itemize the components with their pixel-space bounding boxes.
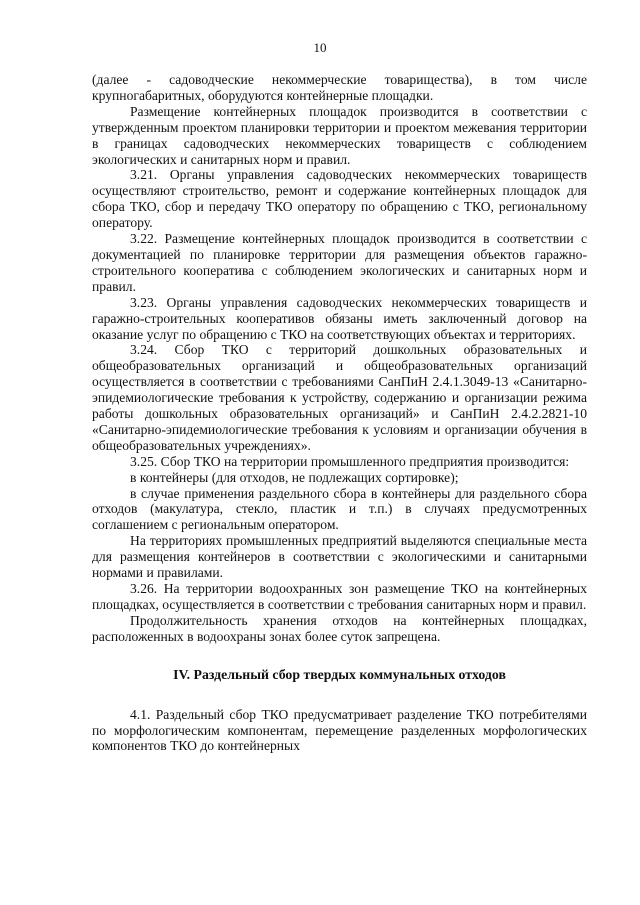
paragraph: 3.24. Сбор ТКО с территорий дошкольных образовательных и общеобразовательных организаций и общеобразовательных организаций осуществляется в соответствии с требованиями СанПиН 2.4.1.3049-13 «Санитарно-эпидемиологические требования к устройству, содержанию и организации режима работы дошкольных образовательных организаций» и СанПиН 2.4.2.2821-10 «Санитарно-эпидемиологические требования к условиям и организации обучения в общеобразовательных учреждениях». [92,342,587,453]
paragraph: 3.25. Сбор ТКО на территории промышленного предприятия производится: [130,453,570,469]
page-number: 10 [313,40,327,55]
paragraph: Продолжительность хранения отходов на контейнерных площадках, расположенных в водоохраны зонах более суток запрещена. [92,612,587,644]
list-item: в случае применения раздельного сбора в контейнеры для раздельного сбора отходов (макулатура, стекло, пластик и т.п.) в случаях предусмотренных соглашением с региональным оператором. [92,485,587,533]
list-item: в контейнеры (для отходов, не подлежащих сортировке); [130,469,459,485]
section-heading: IV. Раздельный сбор твердых коммунальных отходов [173,666,506,682]
paragraph: 4.1. Раздельный сбор ТКО предусматривает разделение ТКО потребителями по морфологическим компонентам, перемещение разделенных морфологических компонентов ТКО до контейнерных [92,706,587,754]
paragraph: На территориях промышленных предприятий выделяются специальные места для размещения контейнеров в соответствии с экологическими и санитарными нормами и правилами. [92,533,587,581]
paragraph: 3.26. На территории водоохранных зон размещение ТКО на контейнерных площадках, осуществляется в соответствии с требования санитарных норм и правил. [92,581,587,612]
document-body [92,72,587,754]
paragraph: Размещение контейнерных площадок производится в соответствии с утвержденным проектом планировки территории и проектом межевания территории в границах садоводческих некоммерческих товариществ с соблюдением экологических и санитарных норм и правил. [92,103,587,167]
paragraph: 3.23. Органы управления садоводческих некоммерческих товариществ и гаражно-строительных кооперативов обязаны иметь заключенный договор на оказание услуг по обращению с ТКО на соответствующих объектах и территориях. [92,294,587,342]
paragraph: 3.21. Органы управления садоводческих некоммерческих товариществ осуществляют строительство, ремонт и содержание контейнерных площадок для сбора ТКО, сбор и передачу ТКО оператору по обращению с ТКО, региональному оператору. [92,167,587,231]
paragraph: (далее - садоводческие некоммерческие товарищества), в том числе крупногабаритных, оборудуются контейнерные площадки. [92,72,587,103]
paragraph: 3.22. Размещение контейнерных площадок производится в соответствии с документацией по планировке территории для размещения объектов гаражно-строительного кооператива с соблюдением экологических и санитарных норм и правил. [92,231,587,294]
